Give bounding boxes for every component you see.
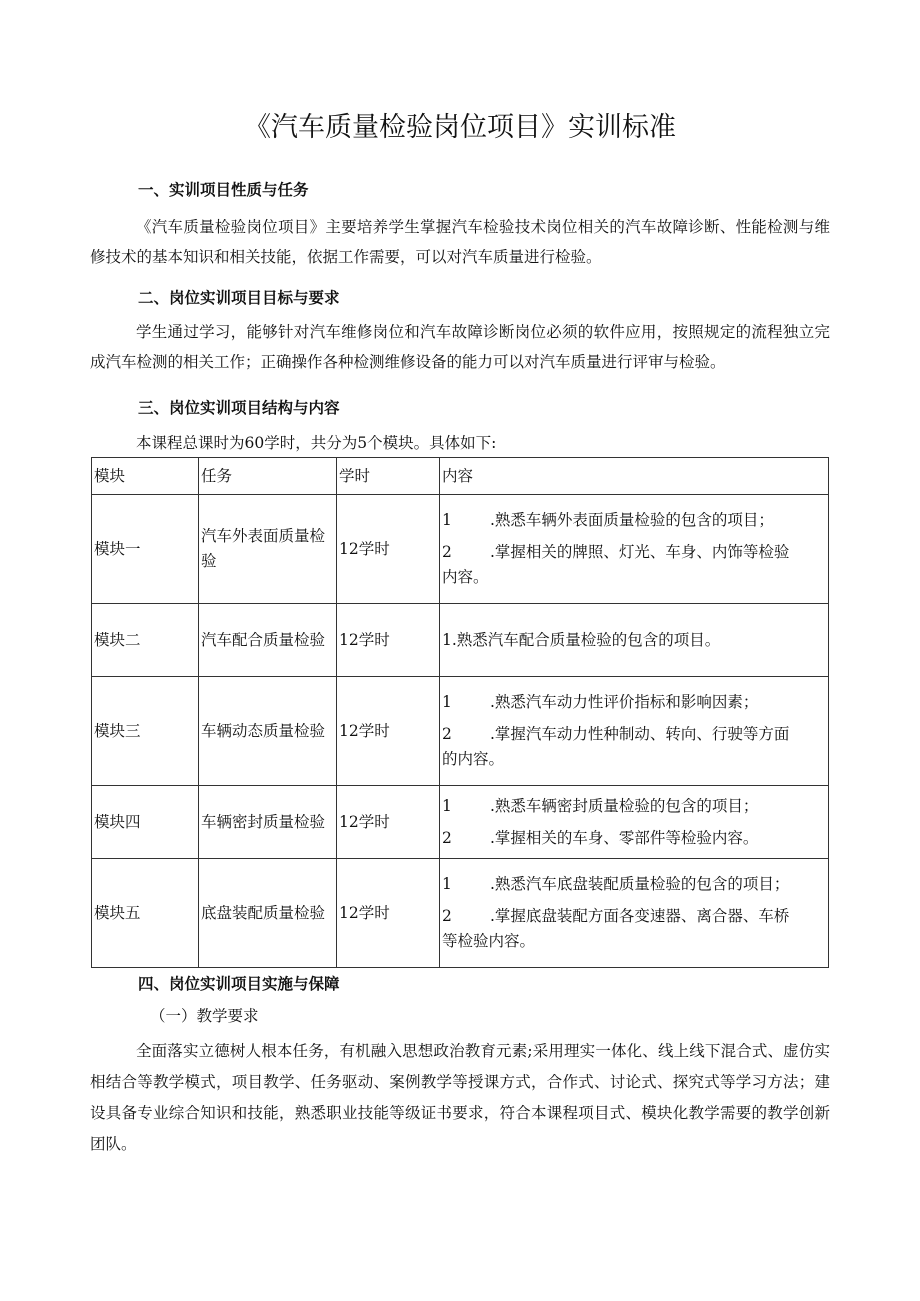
section-3-intro: 本课程总课时为60学时，共分为5个模块。具体如下: xyxy=(136,434,497,452)
item-text: .熟悉车辆外表面质量检验的包含的项目； xyxy=(490,511,774,529)
item-text: .熟悉车辆密封质量检验的包含的项目； xyxy=(490,796,759,815)
cell-task: 车辆动态质量检验 xyxy=(199,677,337,786)
cell-content xyxy=(440,495,829,604)
table-row xyxy=(92,677,829,786)
section-2-text: 学生通过学习，能够针对汽车维修岗位和汽车故障诊断岗位必须的软件应用，按照规定的流程独立完成汽车检测的相关工作；正确操作各种检测维修设备的能力可以对汽车质量进行评审与检验。 xyxy=(90,323,830,371)
header-task: 任务 xyxy=(199,458,337,495)
table-row xyxy=(92,859,829,968)
table-row xyxy=(92,786,829,859)
cell-task: 汽车配合质量检验 xyxy=(199,604,337,677)
content-item xyxy=(442,872,826,897)
item-text: .掌握相关的牌照、灯光、车身、内饰等检验 xyxy=(490,543,790,561)
item-number: 1 xyxy=(442,511,452,529)
cell-content xyxy=(440,859,829,968)
content-item xyxy=(442,508,826,533)
section-1-heading: 一、实训项目性质与任务 xyxy=(138,181,309,199)
cell-hours: 12学时 xyxy=(337,859,440,968)
item-text: .掌握底盘装配方面各变速器、离合器、车桥 xyxy=(490,907,790,925)
item-number: 1 xyxy=(442,796,452,815)
content-item xyxy=(442,690,826,715)
section-2-heading: 二、岗位实训项目目标与要求 xyxy=(138,289,340,307)
table-header-row xyxy=(92,458,829,495)
table-row xyxy=(92,495,829,604)
content-item xyxy=(442,540,826,565)
table-row xyxy=(92,604,829,677)
cell-hours: 12学时 xyxy=(337,495,440,604)
item-continuation: 等检验内容。 xyxy=(442,932,536,950)
item-number: 1 xyxy=(442,693,452,711)
section-1-text: 《汽车质量检验岗位项目》主要培养学生掌握汽车检验技术岗位相关的汽车故障诊断、性能检测与维修技术的基本知识和相关技能，依据工作需要，可以对汽车质量进行检验。 xyxy=(90,218,830,266)
cell-task: 车辆密封质量检验 xyxy=(199,786,337,859)
content-item xyxy=(442,722,826,747)
module-table xyxy=(91,457,829,968)
header-module: 模块 xyxy=(92,458,199,495)
document-title: 《汽车质量检验岗位项目》实训标准 xyxy=(244,112,676,143)
cell-content: 1.熟悉汽车配合质量检验的包含的项目。 xyxy=(440,604,829,677)
cell-content xyxy=(440,677,829,786)
cell-hours: 12学时 xyxy=(337,677,440,786)
cell-hours: 12学时 xyxy=(337,786,440,859)
cell-module: 模块三 xyxy=(92,677,199,786)
cell-hours: 12学时 xyxy=(337,604,440,677)
item-text: .熟悉汽车底盘装配质量检验的包含的项目； xyxy=(490,875,790,893)
content-item xyxy=(442,826,826,851)
item-text: .熟悉汽车动力性评价指标和影响因素； xyxy=(490,693,759,711)
item-number: 1 xyxy=(442,875,452,893)
section-4-heading: 四、岗位实训项目实施与保障 xyxy=(138,975,340,993)
header-hours: 学时 xyxy=(337,458,440,495)
item-number: 2 xyxy=(442,725,452,743)
item-continuation: 内容。 xyxy=(442,568,489,586)
section-4-subheading: （一）教学要求 xyxy=(150,1007,259,1025)
item-text: .掌握相关的车身、零部件等检验内容。 xyxy=(490,828,759,847)
cell-content xyxy=(440,786,829,859)
header-content: 内容 xyxy=(440,458,829,495)
section-4-text: 全面落实立德树人根本任务，有机融入思想政治教育元素;采用理实一体化、线上线下混合式、虚仿实相结合等教学模式，项目教学、任务驱动、案例教学等授课方式，合作式、讨论式、探究式等学习方法；建设具备专业综合知识和技能，熟悉职业技能等级证书要求，符合本课程项目式、模块化教学需要的教学创新团队。 xyxy=(90,1042,830,1153)
content-item xyxy=(442,904,826,929)
cell-task: 汽车外表面质量检验 xyxy=(199,495,337,604)
item-number: 2 xyxy=(442,907,452,925)
cell-task: 底盘装配质量检验 xyxy=(199,859,337,968)
cell-module: 模块一 xyxy=(92,495,199,604)
cell-module: 模块四 xyxy=(92,786,199,859)
item-number: 2 xyxy=(442,828,452,847)
item-number: 2 xyxy=(442,543,452,561)
section-3-heading: 三、岗位实训项目结构与内容 xyxy=(138,399,340,417)
item-text: .掌握汽车动力性种制动、转向、行驶等方面 xyxy=(490,725,790,743)
cell-module: 模块二 xyxy=(92,604,199,677)
cell-module: 模块五 xyxy=(92,859,199,968)
content-item xyxy=(442,794,826,819)
item-continuation: 的内容。 xyxy=(442,750,505,768)
